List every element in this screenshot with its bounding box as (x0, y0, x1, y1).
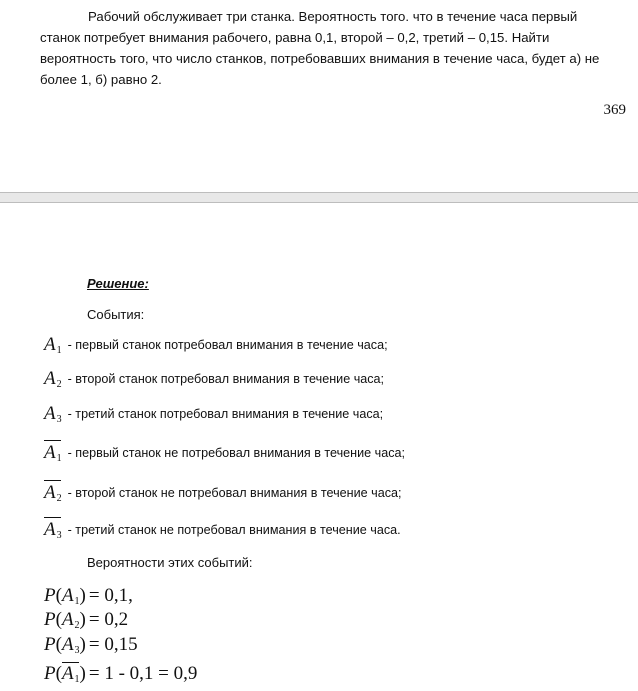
event-row (44, 333, 388, 357)
events-title: События: (87, 307, 145, 322)
event-symbol: $A_1$ (44, 334, 62, 356)
event-symbol: $A_3$ (44, 403, 62, 425)
event-row (44, 481, 402, 505)
event-description: - первый станок не потребовал внимания в течение часа; (67, 446, 406, 460)
event-description: - третий станок потребовал внимания в течение часа; (67, 407, 384, 421)
event-row (44, 441, 405, 465)
probabilities-title: Вероятности этих событий: (87, 555, 253, 570)
event-description: - второй станок потребовал внимания в течение часа; (67, 372, 385, 386)
event-description: - первый станок потребовал внимания в течение часа; (67, 338, 388, 352)
probability-formula: P ( $A_1$ ) = 0,1, (44, 585, 133, 607)
event-description: - второй станок не потребовал внимания в течение часа; (67, 486, 402, 500)
previous-page (0, 0, 638, 192)
event-symbol-complement: $A_2$ (44, 482, 62, 504)
event-row (44, 367, 384, 391)
probability-formula: P ( $A_2$ ) = 0,2 (44, 609, 129, 631)
event-row (44, 518, 401, 542)
solution-heading: Решение: (87, 276, 149, 291)
page-number: 369 (603, 102, 626, 118)
probability-formula: P ( $A_1$ ) = 1 - 0,1 = 0,9 (44, 663, 198, 685)
event-row (44, 402, 383, 426)
page-separator (0, 192, 638, 203)
probability-formula: P ( $A_3$ ) = 0,15 (44, 634, 138, 656)
event-symbol: $A_2$ (44, 368, 62, 390)
event-description: - третий станок не потребовал внимания в течение часа. (67, 523, 401, 537)
event-symbol-complement: $A_1$ (44, 442, 62, 464)
event-symbol-complement: $A_3$ (44, 519, 62, 541)
problem-statement: Рабочий обслуживает три станка. Вероятность того. что в течение часа первый станок потребует внимания рабочего, равна 0,1, второй – 0,2, третий – 0,15. Найти вероятность того, что число станков, потребовавших внимания в течение часа, будет а) не более 1, б) равно 2. (40, 9, 600, 87)
